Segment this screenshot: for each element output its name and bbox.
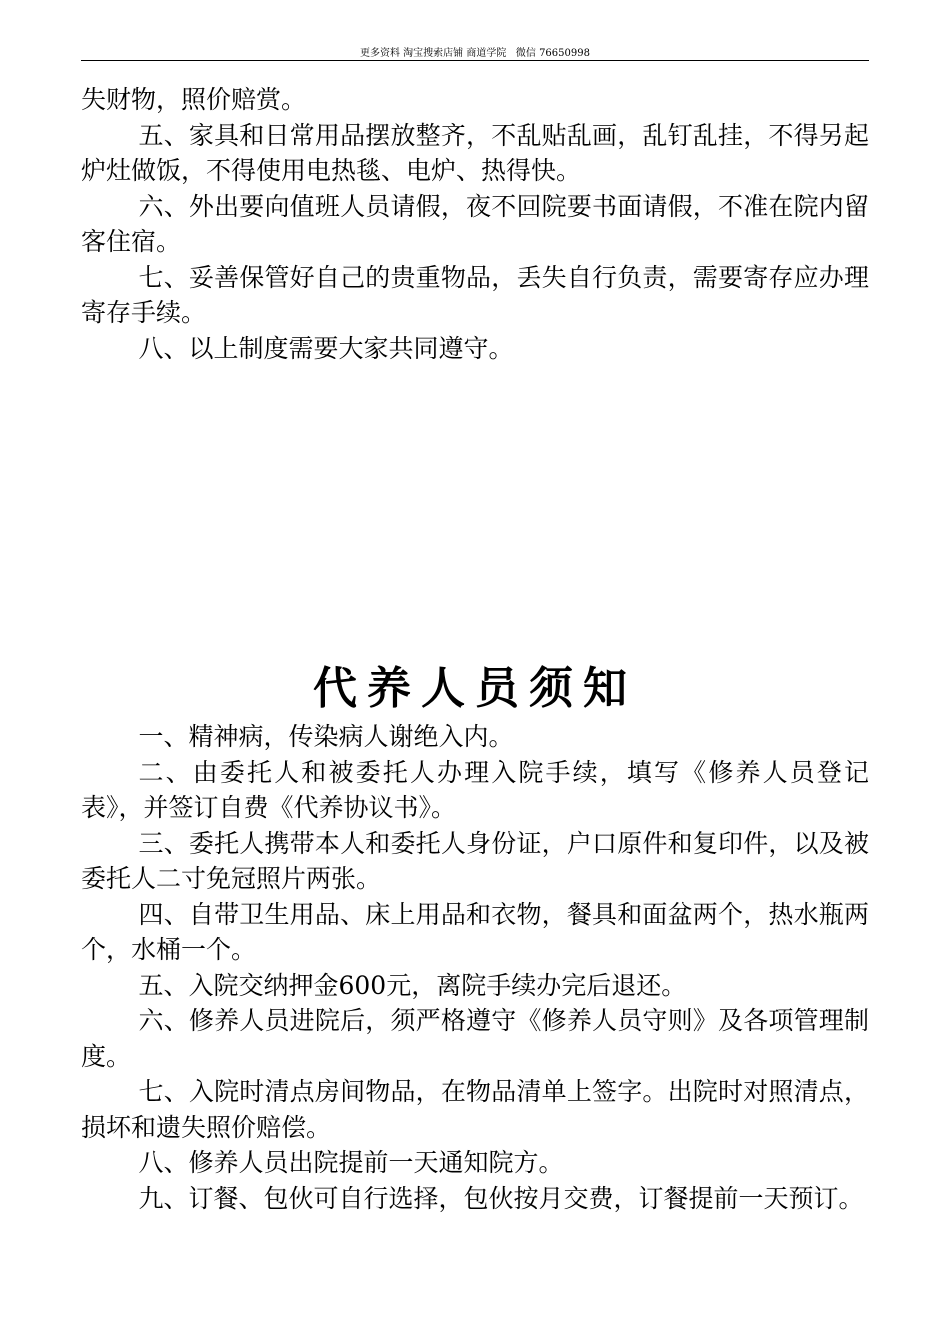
notice-paragraph-2: 二、由委托人和被委托人办理入院手续，填写《修养人员登记表》，并签订自费《代养协议书》。 — [81, 757, 869, 822]
rule-paragraph-7: 七、妥善保管好自己的贵重物品，丢失自行负责，需要寄存应办理寄存手续。 — [81, 262, 869, 327]
notice-paragraph-3: 三、委托人携带本人和委托人身份证，户口原件和复印件，以及被委托人二寸免冠照片两张。 — [81, 828, 869, 893]
rule-paragraph-6: 六、外出要向值班人员请假，夜不回院要书面请假，不准在院内留客住宿。 — [81, 191, 869, 256]
header-divider — [81, 60, 869, 61]
rule-paragraph-continued: 失财物，照价赔赏。 — [81, 85, 307, 114]
notice-body — [81, 719, 869, 1216]
rules-continuation — [81, 82, 869, 366]
rule-paragraph-8: 八、以上制度需要大家共同遵守。 — [138, 333, 514, 363]
notice-title: 代养人员须知 — [313, 663, 637, 714]
notice-paragraph-4: 四、自带卫生用品、床上用品和衣物，餐具和面盆两个，热水瓶两个，水桶一个。 — [81, 899, 869, 964]
header-note: 更多资料 淘宝搜索店铺 商道学院 微信 76650998 — [360, 48, 590, 59]
rule-paragraph-5: 五、家具和日常用品摆放整齐，不乱贴乱画，乱钉乱挂，不得另起炉灶做饭，不得使用电热毯、电炉、热得快。 — [81, 120, 869, 185]
notice-paragraph-1: 一、精神病，传染病人谢绝入内。 — [138, 722, 514, 751]
notice-paragraph-6: 六、修养人员进院后，须严格遵守《修养人员守则》及各项管理制度。 — [81, 1006, 869, 1071]
notice-paragraph-9: 九、订餐、包伙可自行选择，包伙按月交费，订餐提前一天预订。 — [138, 1183, 864, 1213]
notice-paragraph-5: 五、入院交纳押金600元，离院手续办完后退还。 — [138, 970, 687, 1000]
notice-paragraph-8: 八、修养人员出院提前一天通知院方。 — [138, 1148, 564, 1177]
notice-paragraph-7: 七、入院时清点房间物品，在物品清单上签字。出院时对照清点，损坏和遗失照价赔偿。 — [81, 1077, 869, 1142]
